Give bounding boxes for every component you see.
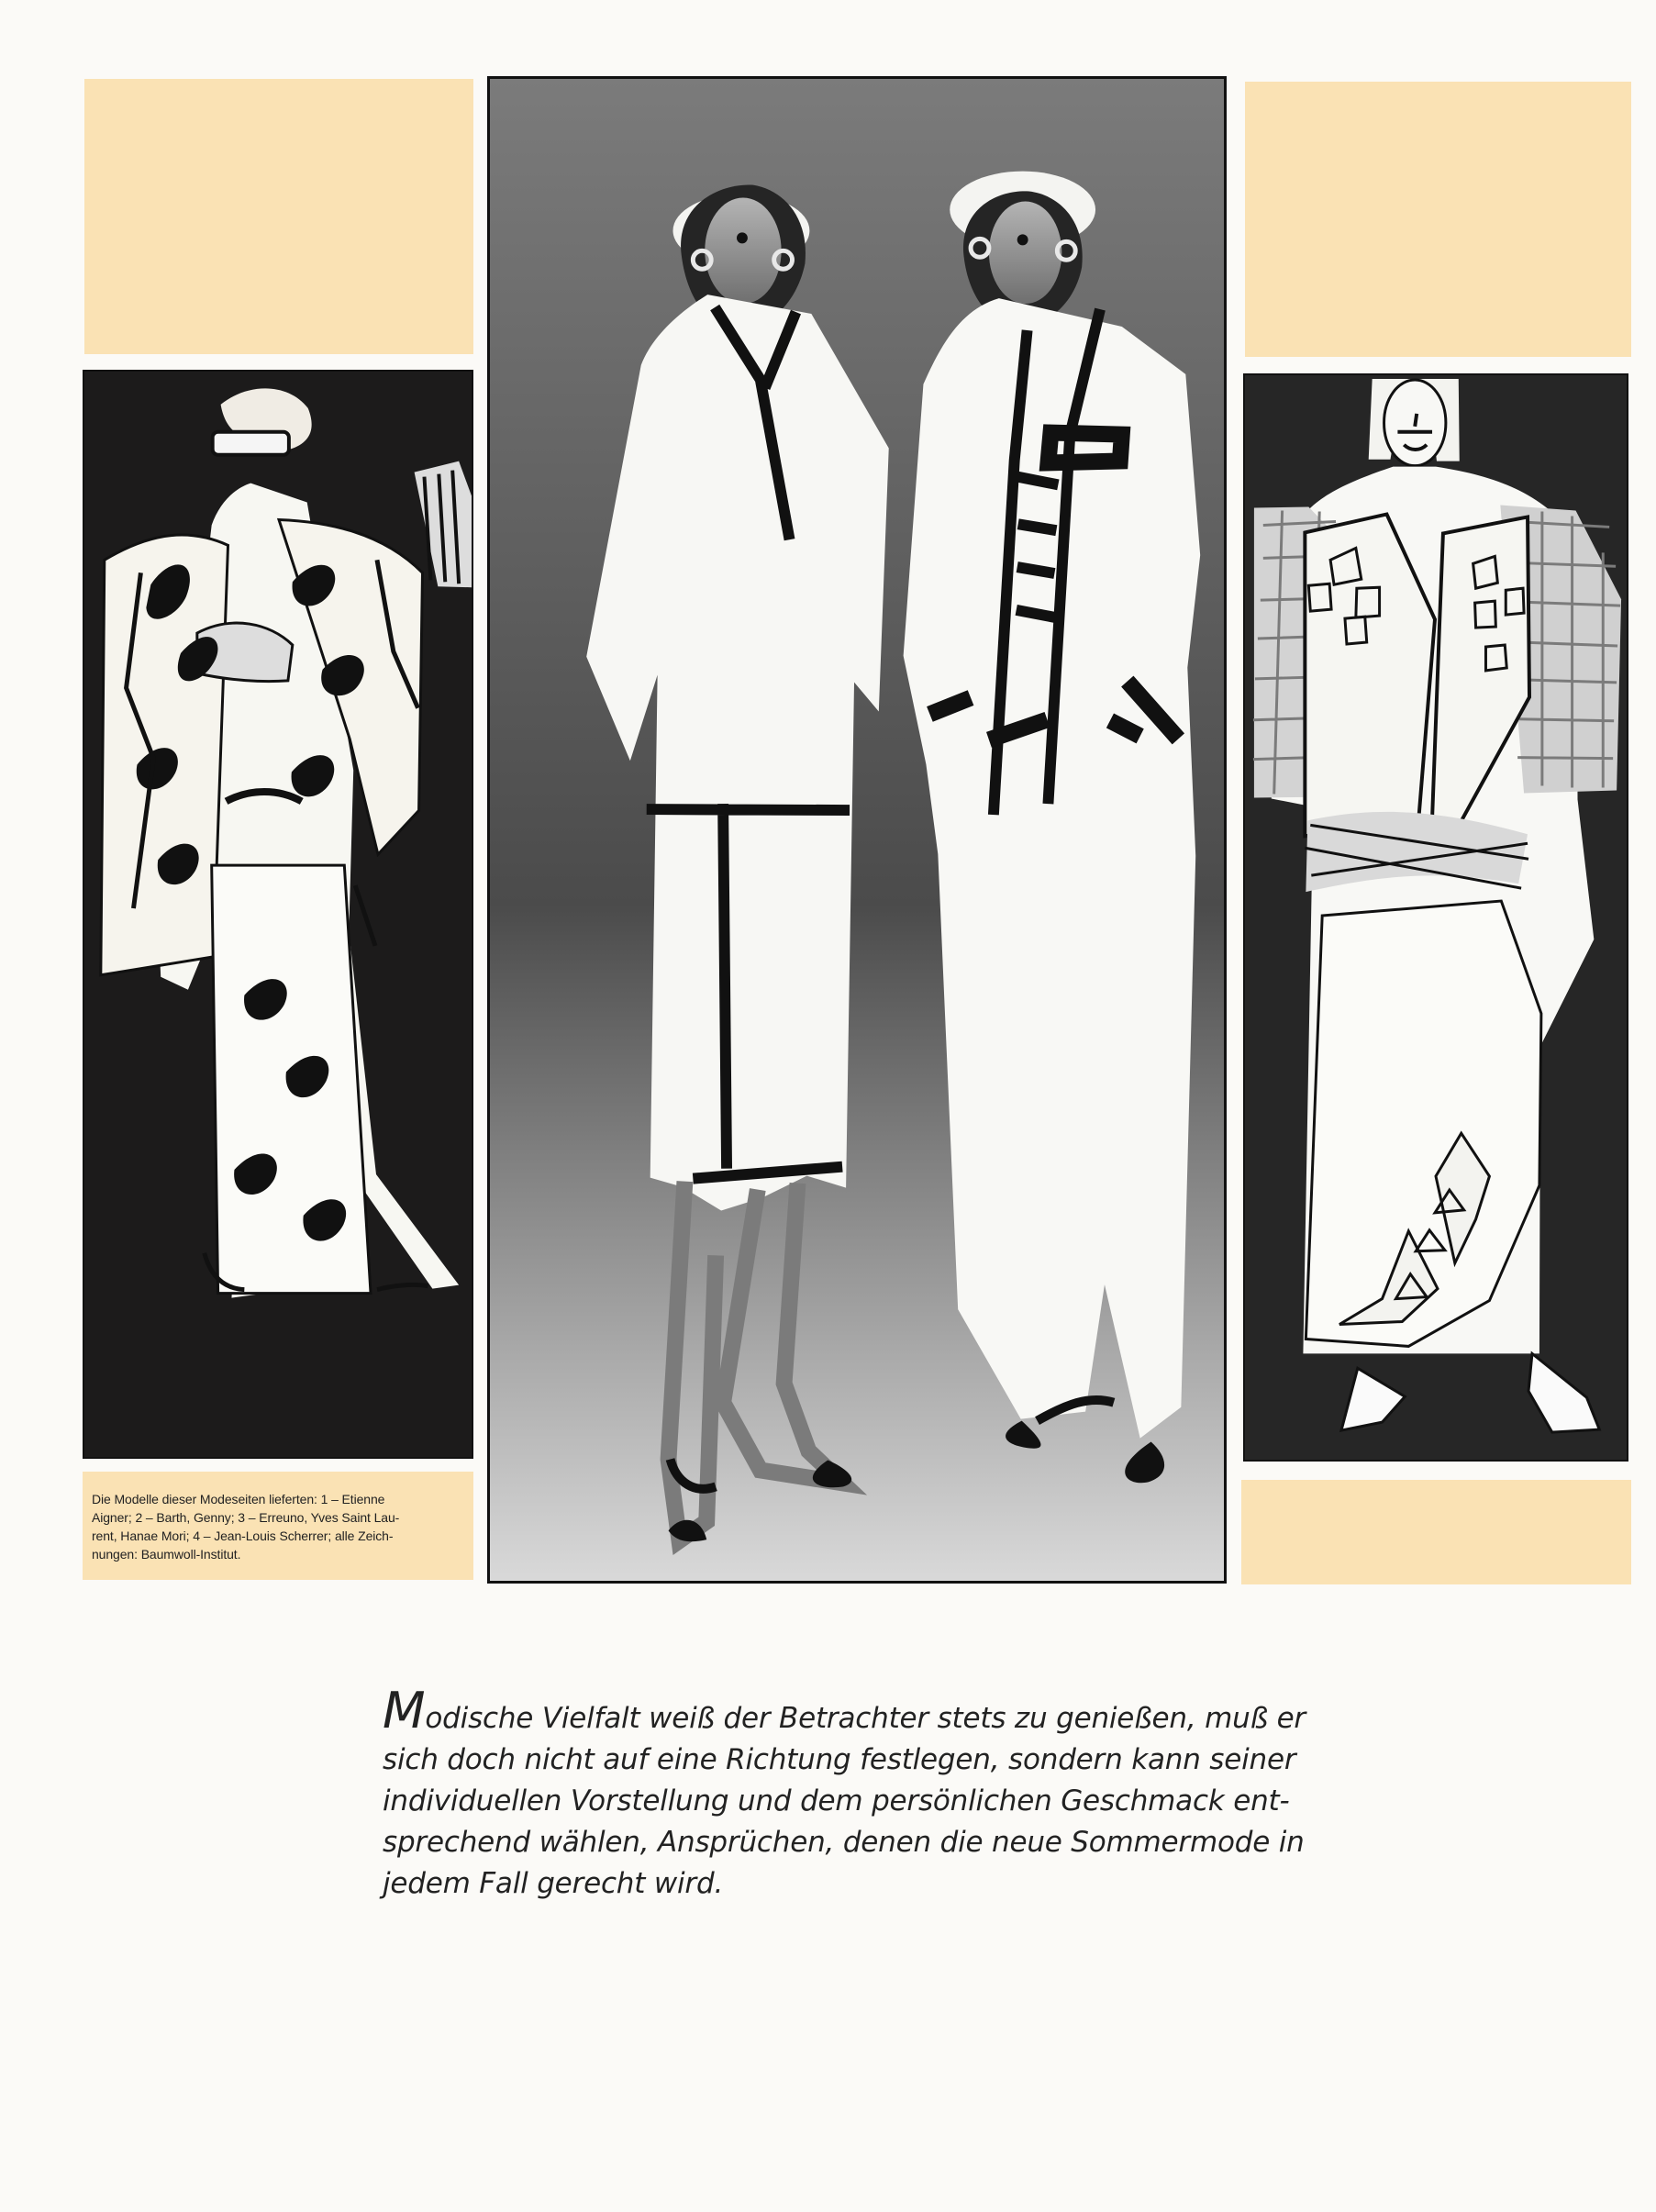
right-fashion-illustration — [1243, 373, 1628, 1462]
article-line-5: jedem Fall gerecht wird. — [383, 1867, 724, 1900]
article-line-1 — [383, 1682, 1355, 1740]
article-line-4: sprechend wählen, Ansprüchen, denen die neue Sommermode in — [383, 1826, 1305, 1859]
left-top-cream-block — [84, 79, 473, 354]
right-bottom-cream-block — [1241, 1480, 1631, 1584]
right-top-cream-block — [1245, 82, 1631, 357]
caption-line-3: rent, Hanae Mori; 4 – Jean-Louis Scherrer; alle Zeich- — [92, 1528, 394, 1543]
left-fashion-illustration — [83, 370, 473, 1459]
image-credit-caption — [83, 1472, 473, 1580]
article-dropcap: M — [383, 1682, 426, 1740]
article-line-3: individuellen Vorstellung und dem persönlichen Geschmack ent- — [383, 1784, 1290, 1817]
center-fashion-photo — [487, 76, 1227, 1584]
caption-line-1: Die Modelle dieser Modeseiten lieferten: 1 – Etienne — [92, 1492, 385, 1506]
article-intro-text — [383, 1682, 1355, 1905]
article-line-1-text: odische Vielfalt weiß der Betrachter stets zu genießen, muß er — [425, 1702, 1306, 1735]
caption-line-4: nungen: Baumwoll-Institut. — [92, 1547, 241, 1562]
article-line-2: sich doch nicht auf eine Richtung festlegen, sondern kann seiner — [383, 1743, 1296, 1776]
caption-line-2: Aigner; 2 – Barth, Genny; 3 – Erreuno, Yves Saint Lau- — [92, 1510, 400, 1525]
